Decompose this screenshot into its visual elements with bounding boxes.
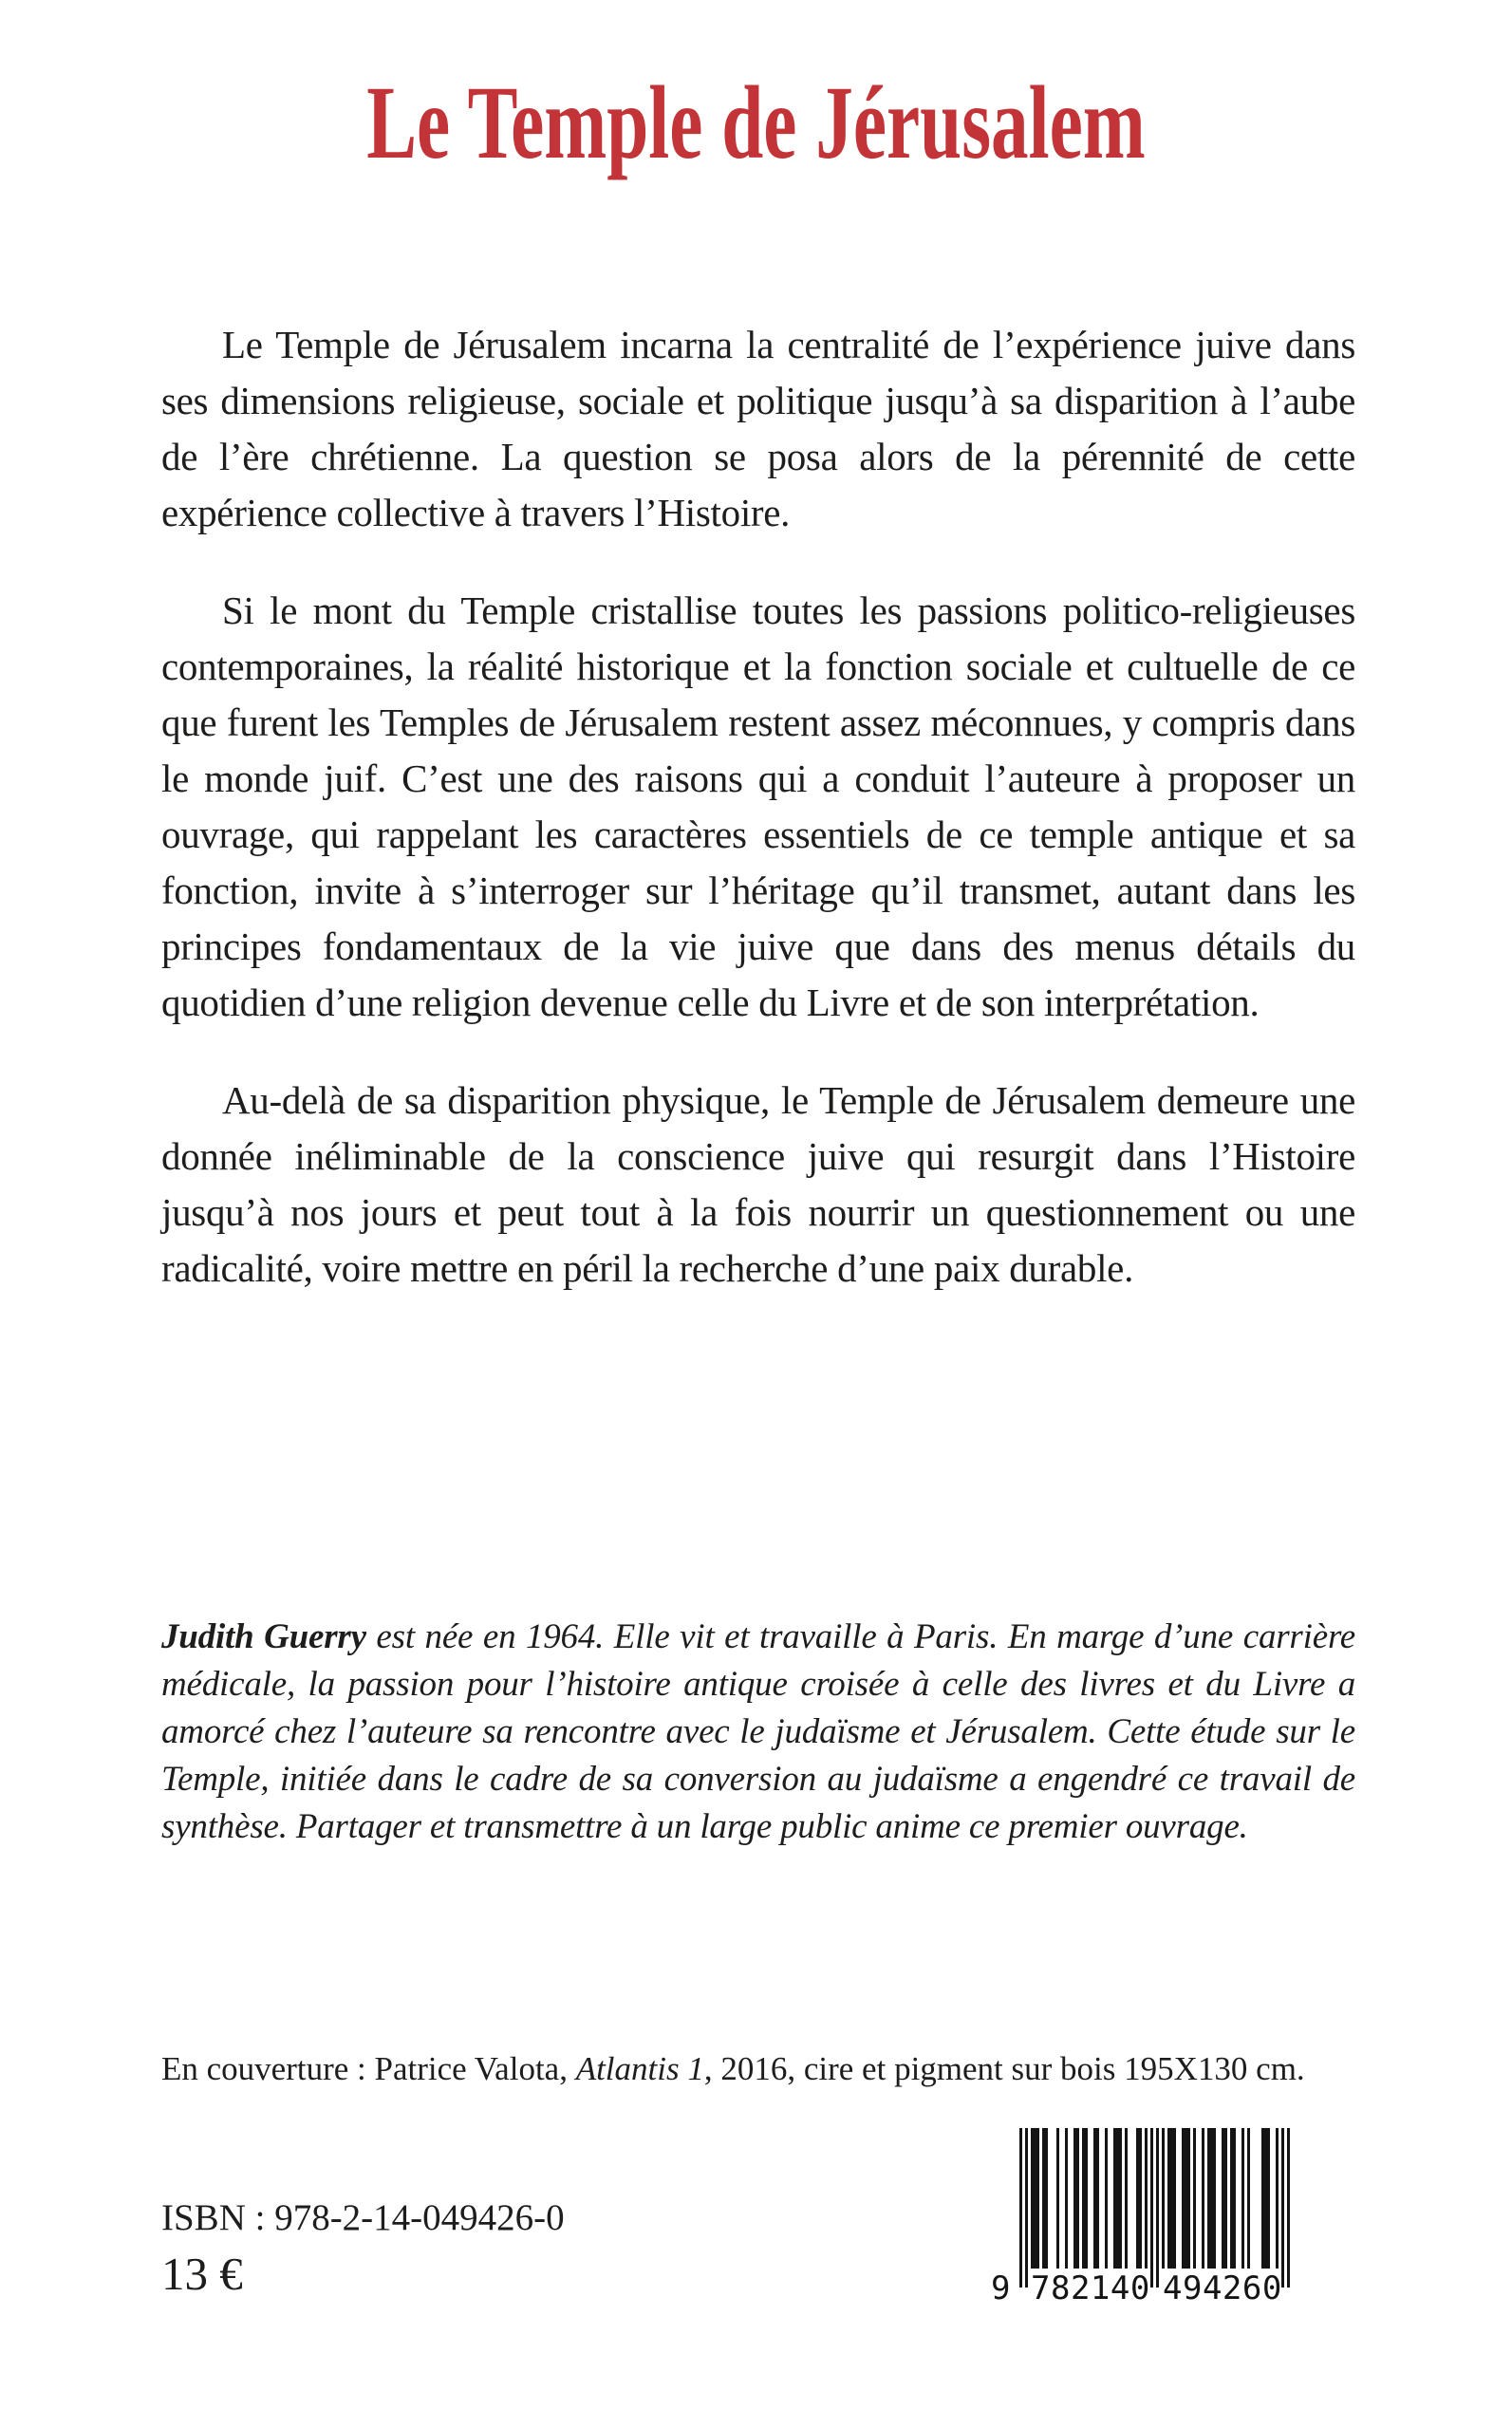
- cover-credit-prefix: En couverture : Patrice Valota,: [161, 2050, 576, 2087]
- synopsis-paragraph-2: Si le mont du Temple cristallise toutes les passions politico-religieuses contemporaines, la réalité historique et la fonction sociale et cultuelle de ce que furent les Temples de Jérusalem restent assez méconnues, y compris dans le monde juif. C’est une des raisons qui a conduit l’auteure à proposer un ouvrage, qui rappelant les caractères essentiels de ce temple antique et sa fonction, invite à s’interroger sur l’héritage qu’il transmet, autant dans les principes fondamentaux de la vie juive que dans des menus détails du quotidien d’une religion devenue celle du Livre et de son interprétation.: [161, 588, 1355, 1024]
- barcode-digits-right-group: 494260: [1163, 2269, 1282, 2307]
- synopsis-paragraph-1: Le Temple de Jérusalem incarna la centralité de l’expérience juive dans ses dimensions religieuse, sociale et politique jusqu’à sa disparition à l’aube de l’ère chrétienne. La question se posa alors de la pérennité de cette expérience collective à travers l’Histoire.: [161, 323, 1355, 534]
- isbn-text: ISBN : 978-2-14-049426-0: [161, 2197, 565, 2238]
- barcode-bars: [1019, 2128, 1290, 2288]
- author-bio-text: est née en 1964. Elle vit et travaille à Paris. En marge d’une carrière médicale, la passion pour l’histoire antique croisée à celle des livres et du Livre a amorcé chez l’auteure sa rencontre avec le judaïsme et Jérusalem. Cette étude sur le Temple, initiée dans le cadre de sa conversion au judaïsme a engendré ce travail de synthèse. Partager et transmettre à un large public anime ce premier ouvrage.: [161, 1617, 1355, 1846]
- cover-credit-suffix: , 2016, cire et pigment sur bois 195X130 cm.: [703, 2050, 1305, 2087]
- synopsis: [161, 317, 1355, 1297]
- barcode-digit-leading: 9: [991, 2269, 1011, 2307]
- author-name: Judith Guerry: [161, 1617, 366, 1656]
- barcode: [991, 2128, 1290, 2308]
- book-title: Le Temple de Jérusalem: [366, 65, 1146, 180]
- synopsis-paragraph-3: Au-delà de sa disparition physique, le Temple de Jérusalem demeure une donnée inéliminable de la conscience juive qui resurgit dans l’Histoire jusqu’à nos jours et peut tout à la fois nourrir un questionnement ou une radicalité, voire mettre en péril la recherche d’une paix durable.: [161, 1078, 1355, 1290]
- barcode-digits-left-group: 782140: [1031, 2269, 1150, 2307]
- author-bio-paragraph: [161, 1614, 1355, 1851]
- author-bio: [161, 1614, 1355, 1851]
- price-text: 13 €: [161, 2248, 243, 2300]
- cover-credit: [161, 2048, 1305, 2090]
- cover-credit-artwork-title: Atlantis 1: [575, 2050, 704, 2087]
